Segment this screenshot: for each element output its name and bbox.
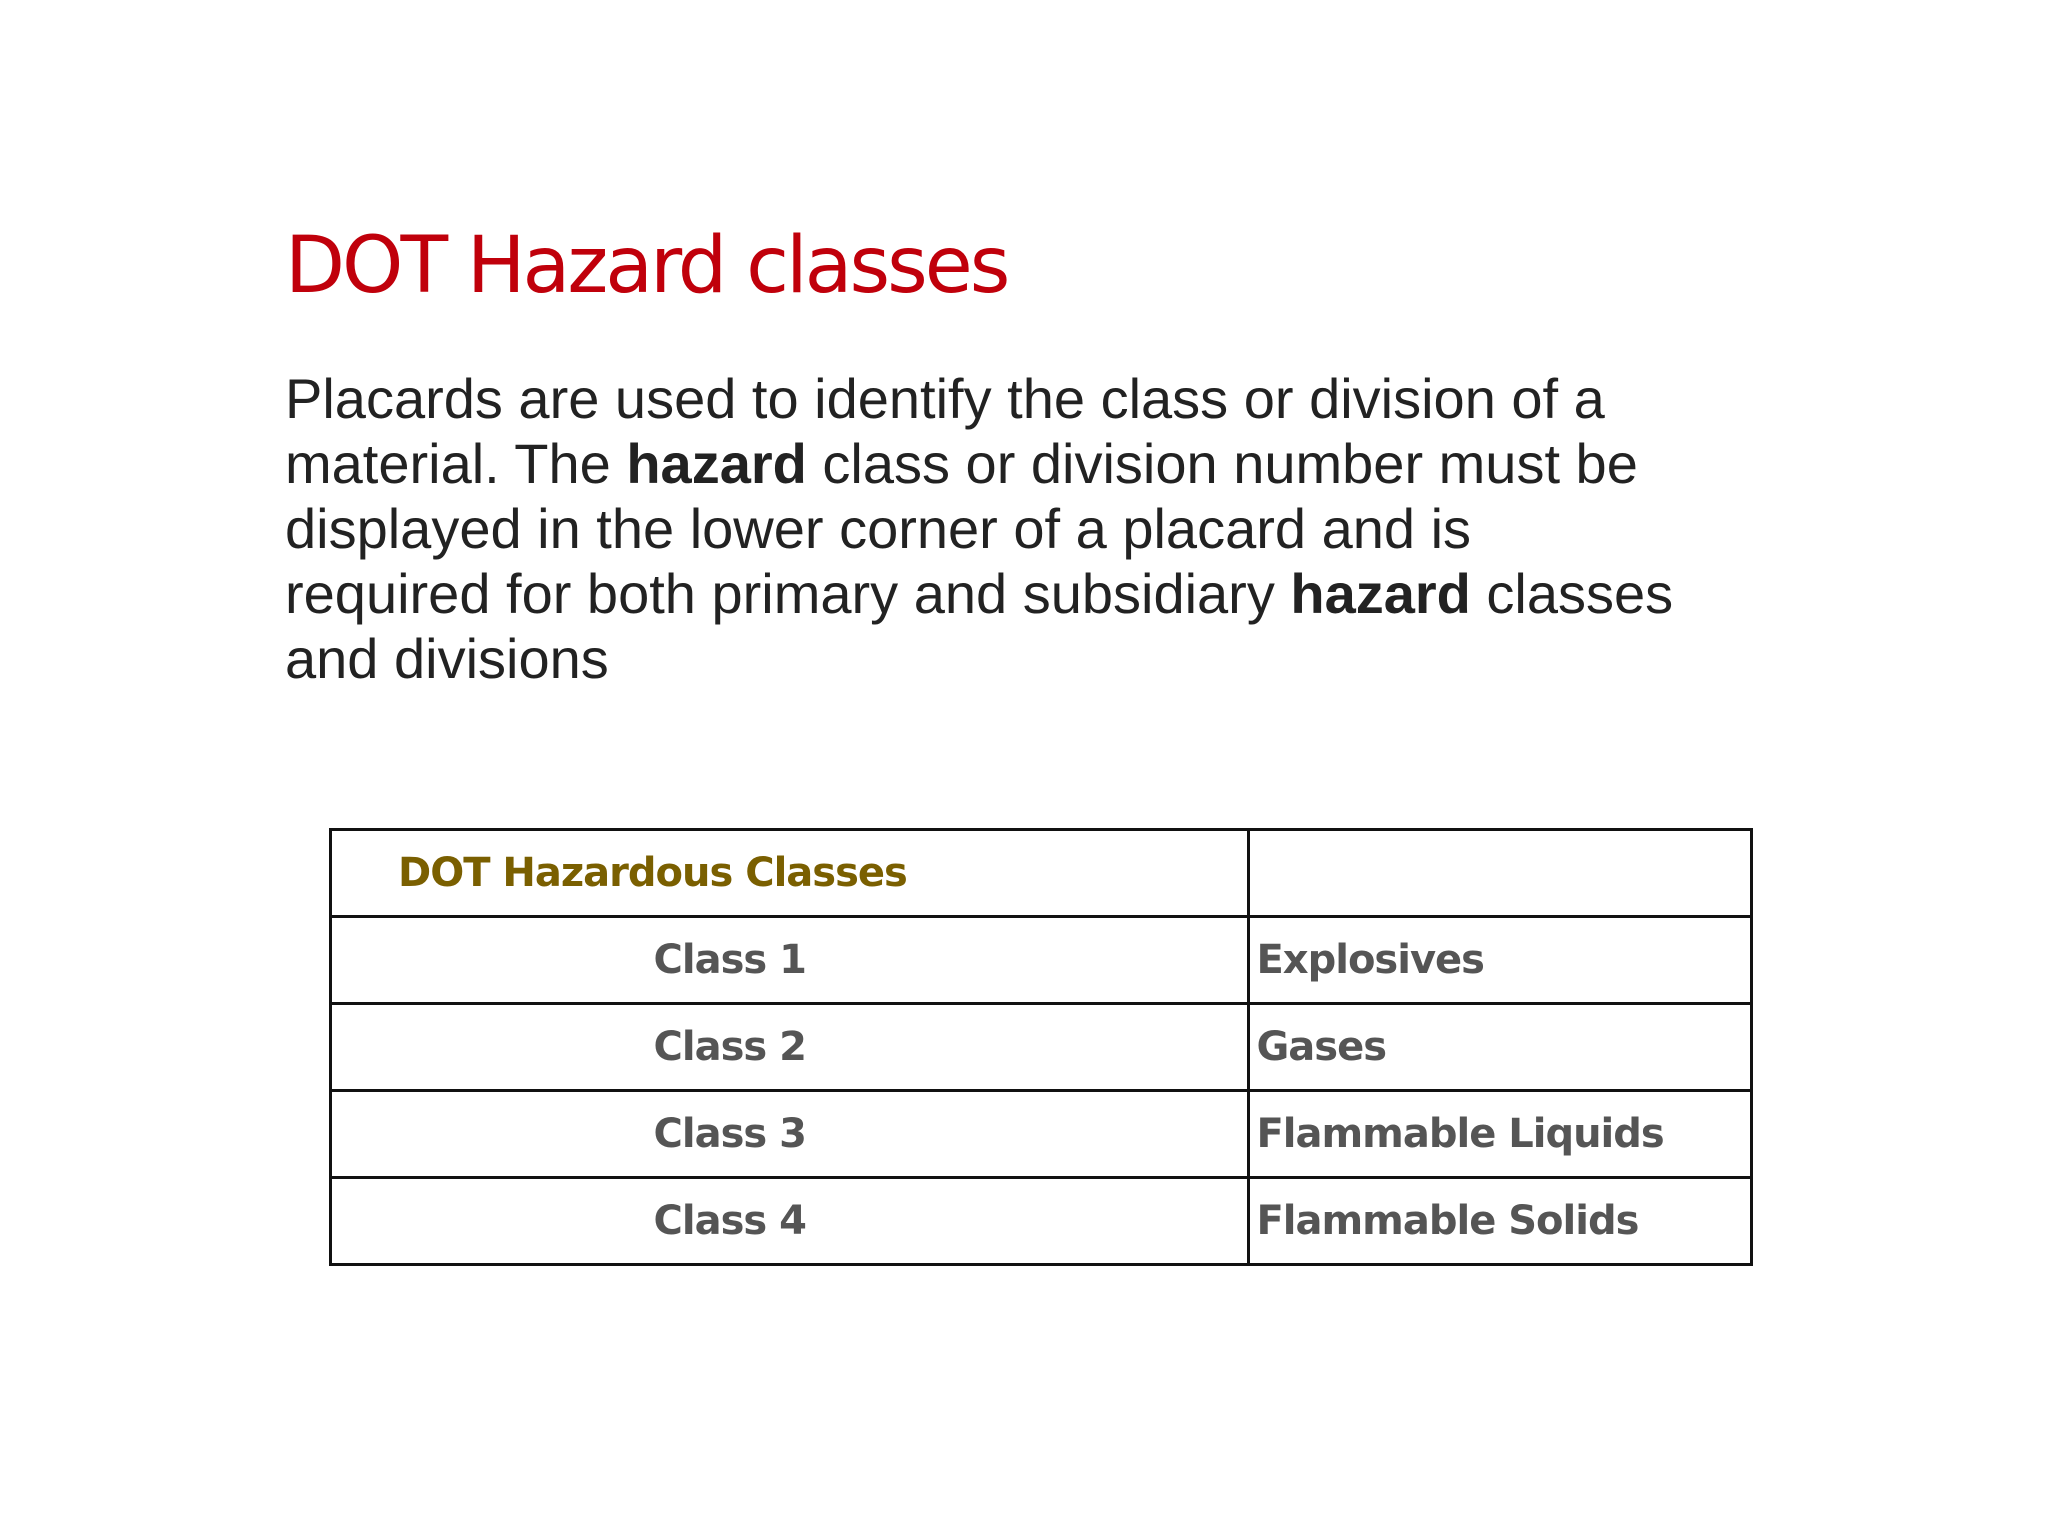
- body-paragraph: [285, 366, 1765, 691]
- body-bold-word: hazard: [1290, 562, 1471, 625]
- hazard-classes-table: [329, 828, 1753, 1266]
- class-name-cell: Explosives: [1249, 917, 1752, 1004]
- class-name-cell: Gases: [1249, 1004, 1752, 1091]
- body-text-run: required for both primary and subsidiary: [285, 562, 1291, 625]
- body-text-run: material. The: [285, 432, 627, 495]
- class-name-cell: Flammable Liquids: [1249, 1091, 1752, 1178]
- body-line: [285, 561, 1765, 626]
- class-cell: Class 1: [331, 917, 1249, 1004]
- body-line: and divisions: [285, 627, 609, 690]
- body-line: displayed in the lower corner of a placard and is: [285, 497, 1472, 560]
- table-header-row: [331, 830, 1752, 917]
- body-text-run: classes: [1470, 562, 1674, 625]
- slide-title: DOT Hazard classes: [285, 221, 1008, 311]
- class-cell: Class 2: [331, 1004, 1249, 1091]
- class-cell: Class 4: [331, 1178, 1249, 1265]
- body-text-run: class or division number must be: [806, 432, 1638, 495]
- table-row: [331, 1178, 1752, 1265]
- table-row: [331, 1004, 1752, 1091]
- table-row: [331, 917, 1752, 1004]
- body-bold-word: hazard: [626, 432, 807, 495]
- class-cell: Class 3: [331, 1091, 1249, 1178]
- body-line: Placards are used to identify the class or division of a: [285, 367, 1605, 430]
- table-header-empty-cell: [1249, 830, 1752, 917]
- body-line: [285, 431, 1765, 496]
- table-row: [331, 1091, 1752, 1178]
- class-name-cell: Flammable Solids: [1249, 1178, 1752, 1265]
- table-header-cell: DOT Hazardous Classes: [331, 830, 1249, 917]
